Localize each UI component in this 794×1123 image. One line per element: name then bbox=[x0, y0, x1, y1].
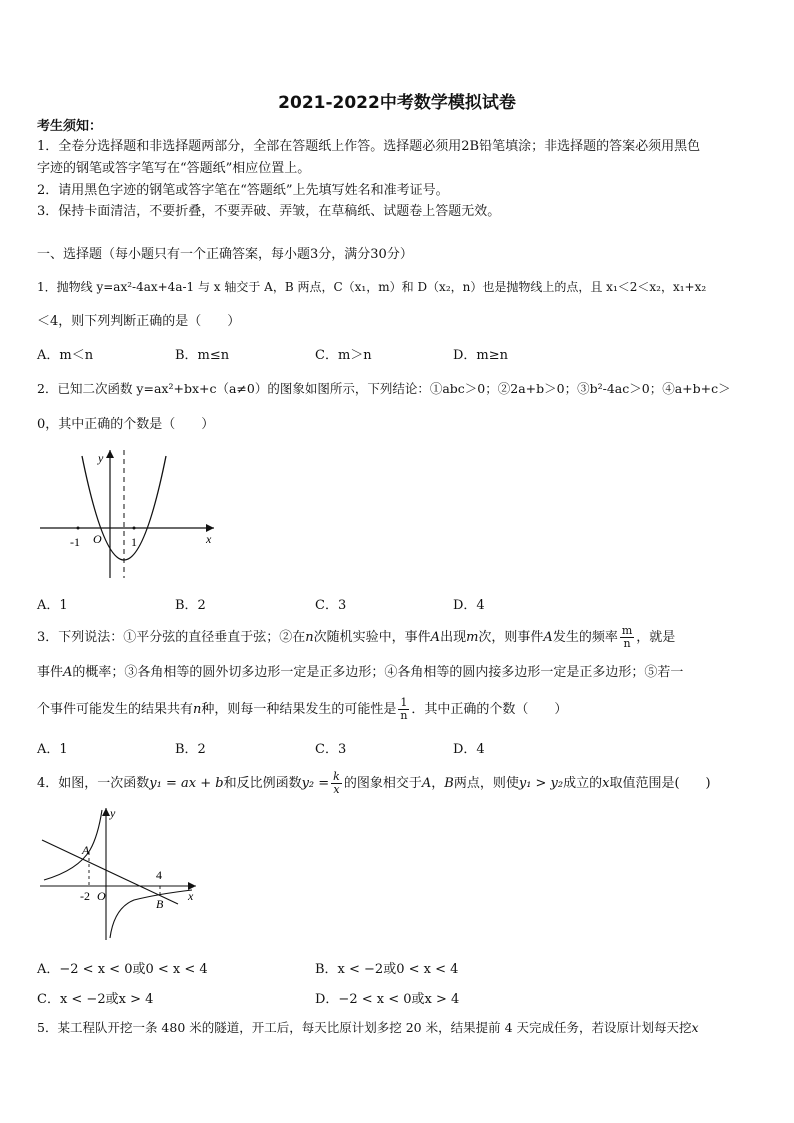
point-a-label: A bbox=[82, 843, 90, 857]
question-3-text-end: 个事件可能发生的结果共有n种，则每一种结果发生的可能性是 $\frac{1}{n}$ ．其中正确的个数（ ） bbox=[37, 696, 568, 722]
q1-option-c[interactable]: C．m＞n bbox=[315, 348, 372, 363]
q2-option-b[interactable]: B．2 bbox=[175, 598, 206, 613]
q4-option-b[interactable]: B．x < −2或0 < x < 4 bbox=[315, 962, 459, 977]
q3-option-b[interactable]: B．2 bbox=[175, 742, 206, 757]
y-axis-label: y bbox=[110, 806, 116, 820]
q1-option-d[interactable]: D．m≥n bbox=[453, 348, 509, 363]
question-4-text: 4．如图，一次函数y₁ = ax + b和反比例函数y₂ = $\frac{k}{x}$ 的图象相交于A，B两点，则使y₁ > y₂成立的x取值范围是( ) bbox=[37, 770, 711, 796]
q4-option-a[interactable]: A．−2 < x < 0或0 < x < 4 bbox=[37, 962, 208, 977]
q2-option-a[interactable]: A．1 bbox=[37, 598, 68, 613]
question-1-text-cont: ＜4，则下列判断正确的是（ ） bbox=[37, 314, 241, 329]
tick-label-neg1: -1 bbox=[70, 535, 80, 549]
q1-option-a[interactable]: A．m＜n bbox=[37, 348, 94, 363]
q3-option-c[interactable]: C．3 bbox=[315, 742, 347, 757]
notice-heading: 考生须知： bbox=[37, 119, 103, 134]
question-5-text: 5．某工程队开挖一条 480 米的隧道，开工后，每天比原计划多挖 20 米，结果提前 4 天完成任务，若设原计划每天挖x bbox=[37, 1020, 699, 1035]
q3-option-d[interactable]: D．4 bbox=[453, 742, 485, 757]
q2-option-c[interactable]: C．3 bbox=[315, 598, 347, 613]
function-intersection-graph bbox=[38, 804, 198, 944]
origin-label: O bbox=[93, 532, 102, 546]
x-axis-label: x bbox=[188, 889, 194, 903]
notice-item: 1．全卷分选择题和非选择题两部分，全部在答题纸上作答。选择题必须用2B铅笔填涂；非选择题的答案必须用黑色 bbox=[37, 139, 701, 154]
section-heading: 一、选择题（每小题只有一个正确答案，每小题3分，满分30分） bbox=[37, 247, 413, 262]
question-3-text-cont: 事件A的概率；③各角相等的圆外切多边形一定是正多边形；④各角相等的圆内接多边形一定是正多边形；⑤若一 bbox=[37, 665, 684, 680]
x-axis-label: x bbox=[206, 532, 212, 546]
tick-label-4: 4 bbox=[156, 868, 162, 882]
fraction-k-over-x: $\frac{k}{x}$ bbox=[333, 770, 340, 796]
tick-label-neg2: -2 bbox=[80, 889, 90, 903]
notice-item: 3．保持卡面清洁，不要折叠，不要弄破、弄皱，在草稿纸、试题卷上答题无效。 bbox=[37, 204, 501, 219]
notice-item: 字迹的钢笔或答字笔写在“答题纸”相应位置上。 bbox=[37, 161, 311, 176]
question-1-text: 1．抛物线 y=ax²-4ax+4a-1 与 x 轴交于 A，B 两点，C（x₁，m）和 D（x₂，n）也是抛物线上的点，且 x₁＜2＜x₂，x₁+x₂ bbox=[37, 280, 707, 294]
y-axis-label: y bbox=[98, 451, 104, 465]
page-title: 2021-2022中考数学模拟试卷 bbox=[278, 93, 516, 113]
fraction-1-over-n: $\frac{1}{n}$ bbox=[400, 696, 408, 722]
point-b-label: B bbox=[156, 897, 164, 911]
parabola-graph bbox=[38, 442, 220, 582]
q4-option-c[interactable]: C．x < −2或x > 4 bbox=[37, 992, 154, 1007]
notice-item: 2．请用黑色字迹的钢笔或答字笔在“答题纸”上先填写姓名和准考证号。 bbox=[37, 183, 449, 198]
tick-label-1: 1 bbox=[131, 535, 137, 549]
question-2-text-cont: 0，其中正确的个数是（ ） bbox=[37, 417, 215, 432]
q4-option-d[interactable]: D．−2 < x < 0或x > 4 bbox=[315, 992, 460, 1007]
q2-option-d[interactable]: D．4 bbox=[453, 598, 485, 613]
origin-label: O bbox=[97, 889, 106, 903]
question-2-text: 2．已知二次函数 y=ax²+bx+c（a≠0）的图象如图所示，下列结论：①abc＞0；②2a+b＞0；③b²-4ac＞0；④a+b+c＞ bbox=[37, 381, 731, 396]
fraction-m-over-n: $\frac{m}{n}$ bbox=[621, 624, 633, 650]
q3-option-a[interactable]: A．1 bbox=[37, 742, 68, 757]
question-3-text: 3．下列说法：①平分弦的直径垂直于弦；②在n次随机实验中，事件A出现m次，则事件A发生的频率 $\frac{m}{n}$ ，就是 bbox=[37, 624, 676, 650]
q1-option-b[interactable]: B．m≤n bbox=[175, 348, 230, 363]
